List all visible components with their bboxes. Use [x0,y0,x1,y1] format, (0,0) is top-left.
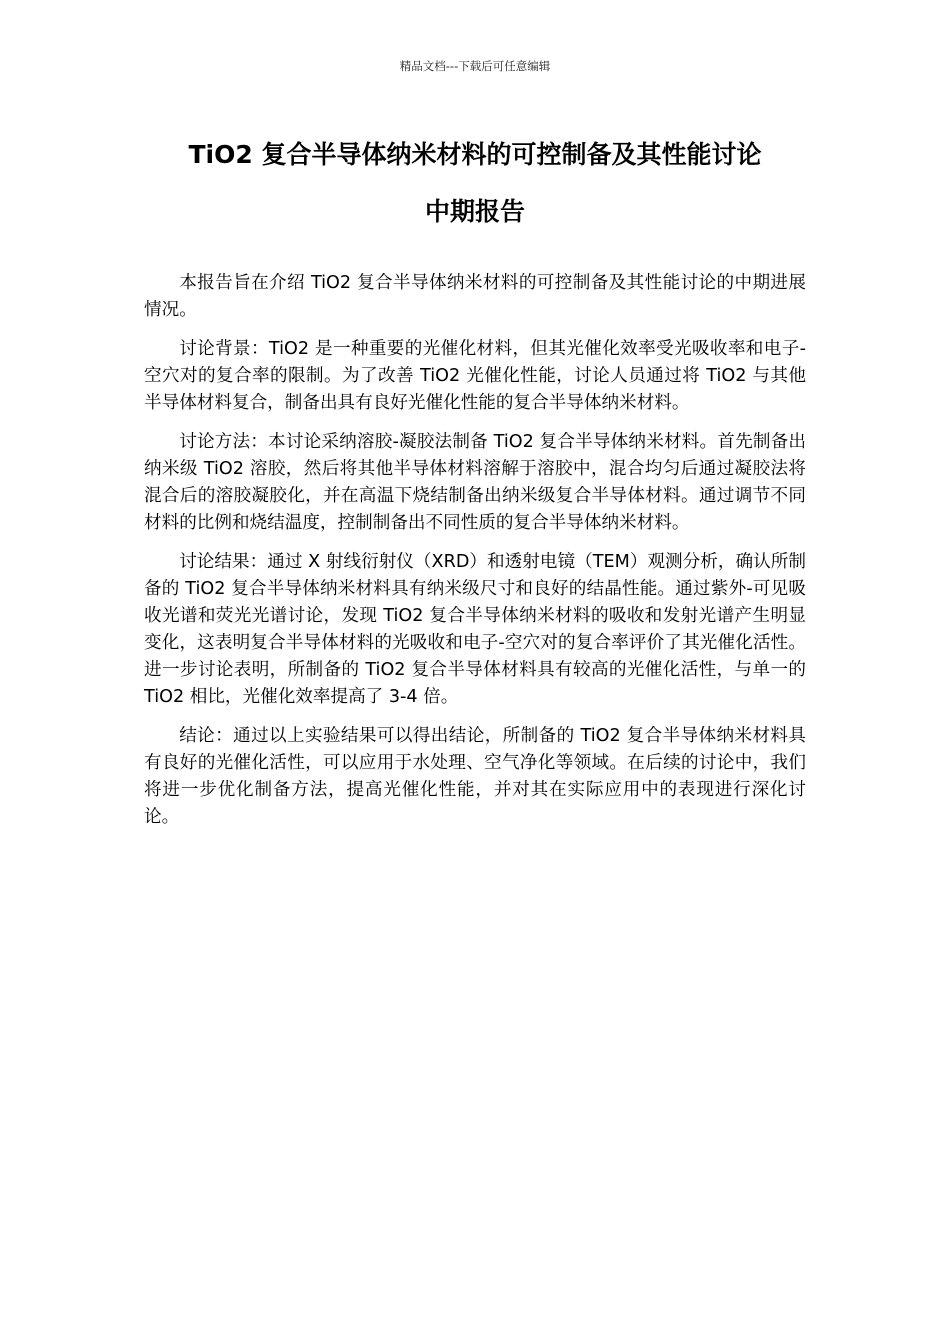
paragraph-method: 讨论方法：本讨论采纳溶胶-凝胶法制备 TiO2 复合半导体纳米材料。首先制备出纳米级 TiO2 溶胶，然后将其他半导体材料溶解于溶胶中，混合均匀后通过凝胶法将混合后的溶胶凝胶化，并在高温下烧结制备出纳米级复合半导体材料。通过调节不同材料的比例和烧结温度，控制制备出不同性质的复合半导体纳米材料。 [144,432,806,533]
paragraph-conclusion: 结论：通过以上实验结果可以得出结论，所制备的 TiO2 复合半导体纳米材料具有良好的光催化活性，可以应用于水处理、空气净化等领域。在后续的讨论中，我们将进一步优化制备方法，提高光催化性能，并对其在实际应用中的表现进行深化讨论。 [144,726,806,827]
paragraph-results: 讨论结果：通过 X 射线衍射仪（XRD）和透射电镜（TEM）观测分析，确认所制备的 TiO2 复合半导体纳米材料具有纳米级尺寸和良好的结晶性能。通过紫外-可见吸收光谱和荧光光谱讨论，发现 TiO2 复合半导体纳米材料的吸收和发射光谱产生明显变化，这表明复合半导体材料的光吸收和电子-空穴对的复合率评价了其光催化活性。进一步讨论表明，所制备的 TiO2 复合半导体材料具有较高的光催化活性，与单一的 TiO2 相比，光催化效率提高了 3-4 倍。 [144,552,806,707]
document-body [144,270,806,843]
paragraph-background: 讨论背景：TiO2 是一种重要的光催化材料，但其光催化效率受光吸收率和电子-空穴对的复合率的限制。为了改善 TiO2 光催化性能，讨论人员通过将 TiO2 与其他半导体材料复合，制备出具有良好光催化性能的复合半导体纳米材料。 [144,339,806,413]
document-title: TiO2 复合半导体纳米材料的可控制备及其性能讨论 [188,140,762,169]
paragraph-intro: 本报告旨在介绍 TiO2 复合半导体纳米材料的可控制备及其性能讨论的中期进展情况。 [144,273,806,320]
document-subtitle: 中期报告 [424,197,525,226]
header-note: 精品文档---下载后可任意编辑 [399,59,551,73]
